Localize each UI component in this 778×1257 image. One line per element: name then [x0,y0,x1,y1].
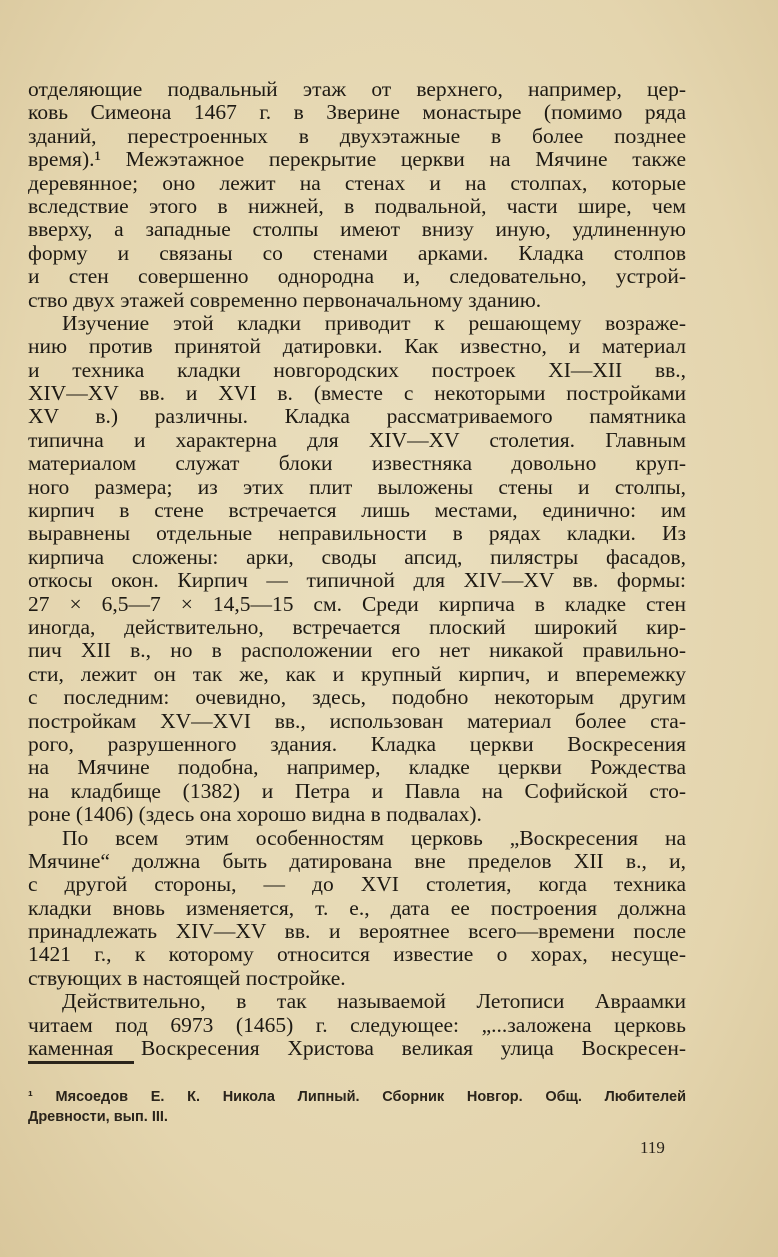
page-number: 119 [640,1138,665,1157]
text-line: деревянное; оно лежит на стенах и на столпах, которые [28,170,686,195]
text-line: каменная Воскресения Христова великая улица Воскресен- [28,1036,686,1061]
text-line: ство двух этажей современно первоначальному зданию. [28,287,542,312]
text-line: роне (1406) (здесь она хорошо видна в подвалах). [28,802,482,827]
paragraph-start-line: Изучение этой кладки приводит к решающему возраже- [62,310,686,335]
text-line: вследствие этого в нижней, в подвальной, части шире, чем [28,193,686,218]
text-line: и стен совершенно однородна и, следовательно, устрой- [28,264,686,289]
text-line: на Мячине подобна, например, кладке церкви Рождества [28,755,686,780]
text-line: вверху, а западные столпы имеют внизу иную, удлиненную [28,217,686,242]
text-line: ного размера; из этих плит выложены стены и столпы, [28,474,686,499]
text-line: материалом служат блоки известняка довольно круп- [28,451,686,476]
text-line: откосы окон. Кирпич — типичной для XIV—XV вв. формы: [28,568,686,593]
text-line: ковь Симеона 1467 г. в Зверине монастыре (помимо ряда [28,100,686,125]
text-line: Мячине“ должна быть датирована вне пределов XII в., и, [28,848,686,873]
footnote [28,1087,686,1127]
text-line: с последним: очевидно, здесь, подобно некоторым другим [28,685,686,710]
text-line: постройкам XV—XVI вв., использован материал более ста- [28,708,686,733]
text-line: XIV—XV вв. и XVI в. (вместе с некоторыми постройками [28,381,686,406]
text-line: на кладбище (1382) и Петра и Павла на Софийской сто- [28,778,686,803]
text-line: иногда, действительно, встречается плоский широкий кир- [28,614,686,639]
paragraph-start-line: По всем этим особенностям церковь „Воскресения на [62,825,686,850]
text-line: рого, разрушенного здания. Кладка церкви Воскресения [28,731,686,756]
footnote-divider [28,1061,134,1064]
text-line: отделяющие подвальный этаж от верхнего, например, цер- [28,77,686,101]
text-line: сти, лежит он так же, как и крупный кирпич, и вперемежку [28,661,686,686]
text-line: время).¹ Межэтажное перекрытие церкви на Мячине также [28,147,686,172]
text-line: кирпич в стене встречается лишь местами, единично: им [28,498,686,523]
text-line: с другой стороны, — до XVI столетия, когда техника [28,872,686,897]
text-line: и техника кладки новгородских построек XI—XII вв., [28,357,686,382]
text-line: ствующих в настоящей постройке. [28,965,346,990]
text-line: форму и связаны со стенами арками. Кладка столпов [28,240,686,265]
text-line: пич XII в., но в расположении его нет никакой правильно- [28,638,686,663]
text-line: XV в.) различны. Кладка рассматриваемого памятника [28,404,686,429]
text-line: выравнены отдельные неправильности в рядах кладки. Из [28,521,686,546]
footnote-line: Древности, вып. III. [28,1109,168,1125]
paragraph-start-line: Действительно, в так называемой Летописи Авраамки [62,989,686,1014]
text-line: 27 × 6,5—7 × 14,5—15 см. Среди кирпича в кладке стен [28,591,686,616]
main-text [28,78,686,1060]
text-line: кирпича сложены: арки, своды апсид, пилястры фасадов, [28,544,686,569]
text-line: зданий, перестроенных в двухэтажные в более позднее [28,123,686,148]
text-line: типична и характерна для XIV—XV столетия. Главным [28,427,686,452]
footnote-line: ¹ Мясоедов Е. К. Никола Липный. Сборник Новгор. Общ. Любителей [28,1089,686,1105]
text-line: нию против принятой датировки. Как известно, и материал [28,334,686,359]
text-line: читаем под 6973 (1465) г. следующее: „...заложена церковь [28,1012,686,1037]
text-line: 1421 г., к которому относится известие о хорах, несуще- [28,942,686,967]
text-line: принадлежать XIV—XV вв. и вероятнее всего—времени после [28,919,686,944]
text-line: кладки вновь изменяется, т. е., дата ее построения должна [28,895,686,920]
